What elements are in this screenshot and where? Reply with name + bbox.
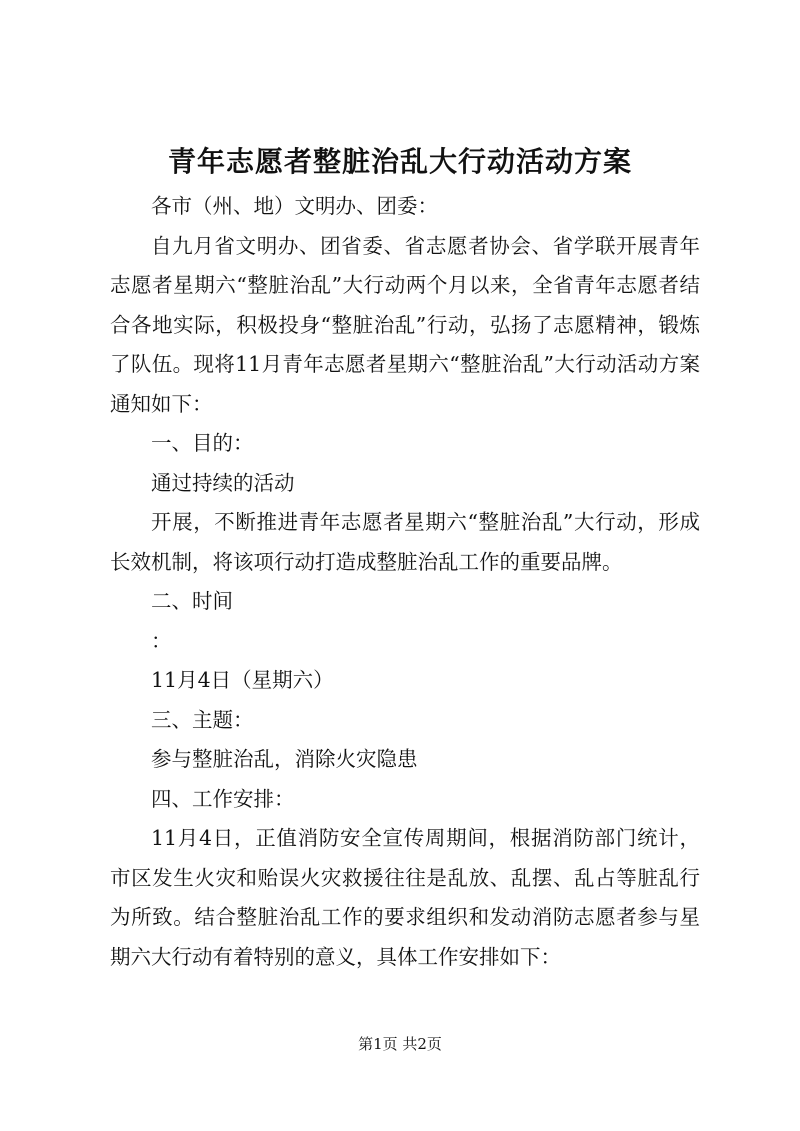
document-title: 青年志愿者整脏治乱大行动活动方案 — [167, 145, 632, 178]
paragraph-theme: 参与整脏治乱，消除火灾隐患 — [151, 747, 418, 771]
section-heading-time: 二、时间 — [151, 589, 233, 613]
paragraph-arrangement: 11月4日，正值消防安全宣传周期间，根据消防部门统计，市区发生火灾和贻误火灾救援往往是乱放、乱摆、乱占等脏乱行为所致。结合整脏治乱工作的要求组织和发动消防志愿者参与星期六大行动有着特别的意义，具体工作安排如下： — [110, 826, 700, 969]
paragraph-time-colon: ： — [151, 628, 172, 653]
paragraph-intro: 自九月省文明办、团省委、省志愿者协会、省学联开展青年志愿者星期六“整脏治乱”大行动两个月以来，全省青年志愿者结合各地实际，积极投身“整脏治乱”行动，弘扬了志愿精神，锻炼了队伍。现将11月青年志愿者星期六“整脏治乱”大行动活动方案通知如下： — [110, 233, 700, 416]
paragraph-time-date: 11月4日（星期六） — [151, 668, 334, 692]
section-heading-arrangement: 四、工作安排： — [151, 786, 295, 811]
paragraph-purpose-line1: 通过持续的活动 — [151, 470, 295, 495]
section-heading-theme: 三、主题： — [151, 707, 254, 732]
paragraph-salutation: 各市（州、地）文明办、团委： — [151, 194, 438, 218]
page-footer: 第1页 共2页 — [358, 1035, 442, 1053]
paragraph-purpose-line2: 开展，不断推进青年志愿者星期六“整脏治乱”大行动，形成长效机制，将该项行动打造成整脏治乱工作的重要品牌。 — [110, 510, 700, 574]
document-body — [110, 187, 700, 977]
section-heading-purpose: 一、目的： — [151, 431, 254, 455]
